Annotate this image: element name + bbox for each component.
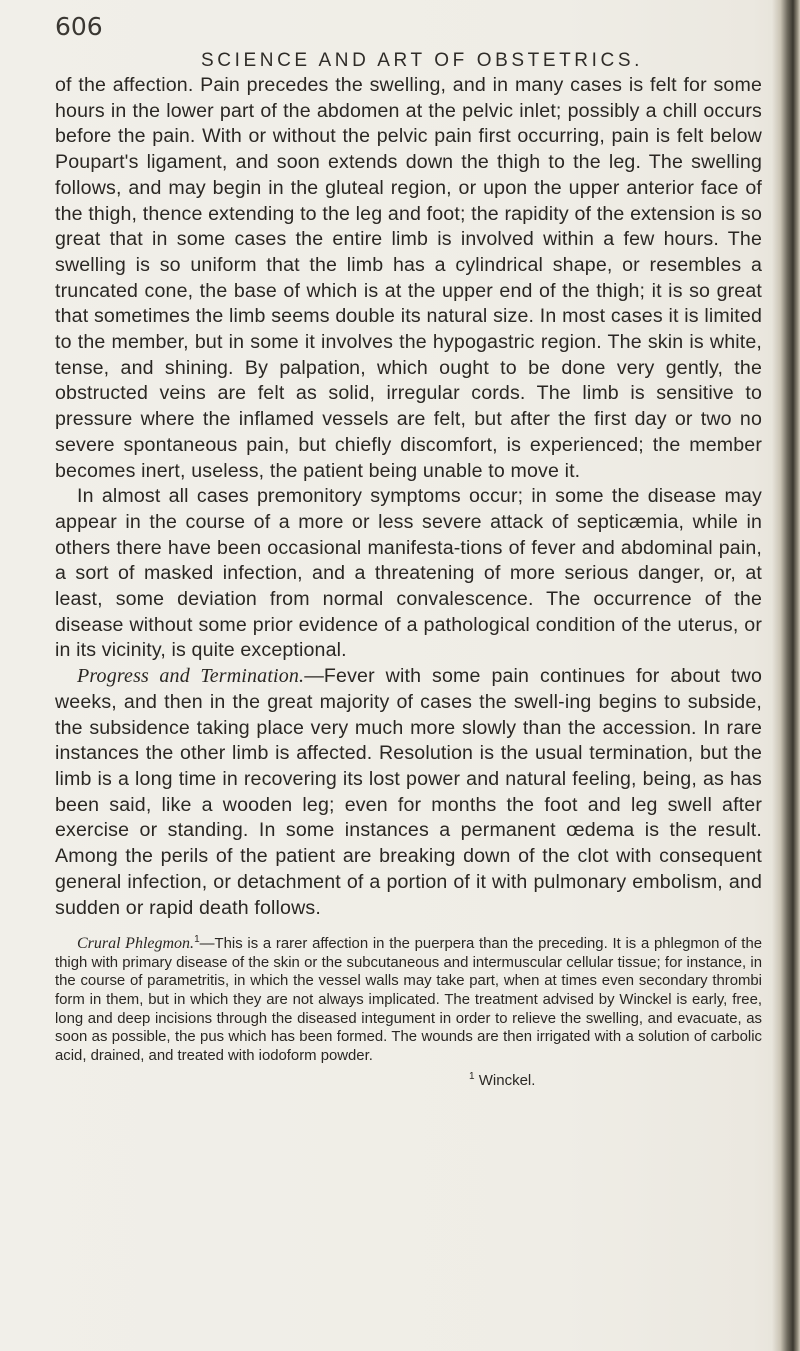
section-heading-progress: Progress and Termination. bbox=[77, 665, 305, 688]
progress-text: —Fever with some pain continues for about two weeks, and then in the great majority of cases the swell-ing begins to subside, the subsidence taking place very much more slowly than the accession. In rare instances the other limb is affected. Resolution is the usual termination, but the limb is a long time in recovering its lost power and natural feeling, being, as has been said, like a wooden leg; even for months the foot and leg swell after exercise or standing. In some instances a permanent œdema is the result. Among the perils of the patient are breaking down of the clot with consequent general infection, or detachment of a portion of it with pulmonary embolism, and sudden or rapid death follows. bbox=[55, 665, 762, 919]
paragraph-progress bbox=[55, 664, 762, 921]
body-text bbox=[55, 73, 762, 1065]
footnote-reference: 1 bbox=[194, 934, 200, 946]
paragraph-crural-phlegmon bbox=[55, 935, 762, 1065]
footnote-marker: 1 bbox=[469, 1071, 475, 1082]
page-edge-shadow bbox=[772, 0, 800, 1351]
footnote-text: Winckel. bbox=[478, 1072, 536, 1089]
running-head: SCIENCE AND ART OF OBSTETRICS. bbox=[201, 50, 643, 71]
crural-text: —This is a rarer affection in the puerpera than the preceding. It is a phlegmon of the thigh with primary disease of the skin or the subcutaneous and intermuscular cellular tissue; for instance, in the course of parametritis, in which the vessel walls may take part, when at times even secondary thrombi form in them, but in which they are not always implicated. The treatment advised by Winckel is early, free, long and deep incisions through the diseased integument in order to relieve the swelling, and evacuate, as soon as possible, the pus which has been formed. The wounds are then irrigated with a solution of carbolic acid, drained, and treated with iodoform powder. bbox=[55, 936, 763, 1064]
footnote bbox=[469, 1072, 535, 1089]
paragraph-premonitory: In almost all cases premonitory symptoms occur; in some the disease may appear in the course of a more or less severe attack of septicæmia, while in others there have been occasional manifesta-tions of fever and abdominal pain, a sort of masked infection, and a threatening of more serious danger, or, at least, some deviation from normal convalescence. The occurrence of the disease without some prior evidence of a pathological condition of the uterus, or in its vicinity, is quite exceptional. bbox=[55, 485, 762, 662]
section-heading-crural: Crural Phlegmon. bbox=[77, 935, 195, 953]
paragraph-symptoms: of the affection. Pain precedes the swelling, and in many cases is felt for some hours in the lower part of the abdomen at the pelvic inlet; possibly a chill occurs before the pain. With or without the pelvic pain first occurring, pain is felt below Poupart's ligament, and soon extends down the thigh to the leg. The swelling follows, and may begin in the gluteal region, or upon the upper anterior face of the thigh, thence extending to the leg and foot; the rapidity of the extension is so great that in some cases the entire limb is involved within a few hours. The swelling is so uniform that the limb has a cylindrical shape, or resembles a truncated cone, the base of which is at the upper end of the thigh; it is so great that sometimes the limb seems double its natural size. In most cases it is limited to the member, but in some it involves the hypogastric region. The skin is white, tense, and shining. By palpation, which ought to be done very gently, the obstructed veins are felt as solid, irregular cords. The limb is sensitive to pressure where the inflamed vessels are felt, but after the first day or two no severe spontaneous pain, but chiefly discomfort, is experienced; the member becomes inert, useless, the patient being unable to move it. bbox=[55, 74, 762, 482]
page-number: 606 bbox=[55, 12, 103, 41]
